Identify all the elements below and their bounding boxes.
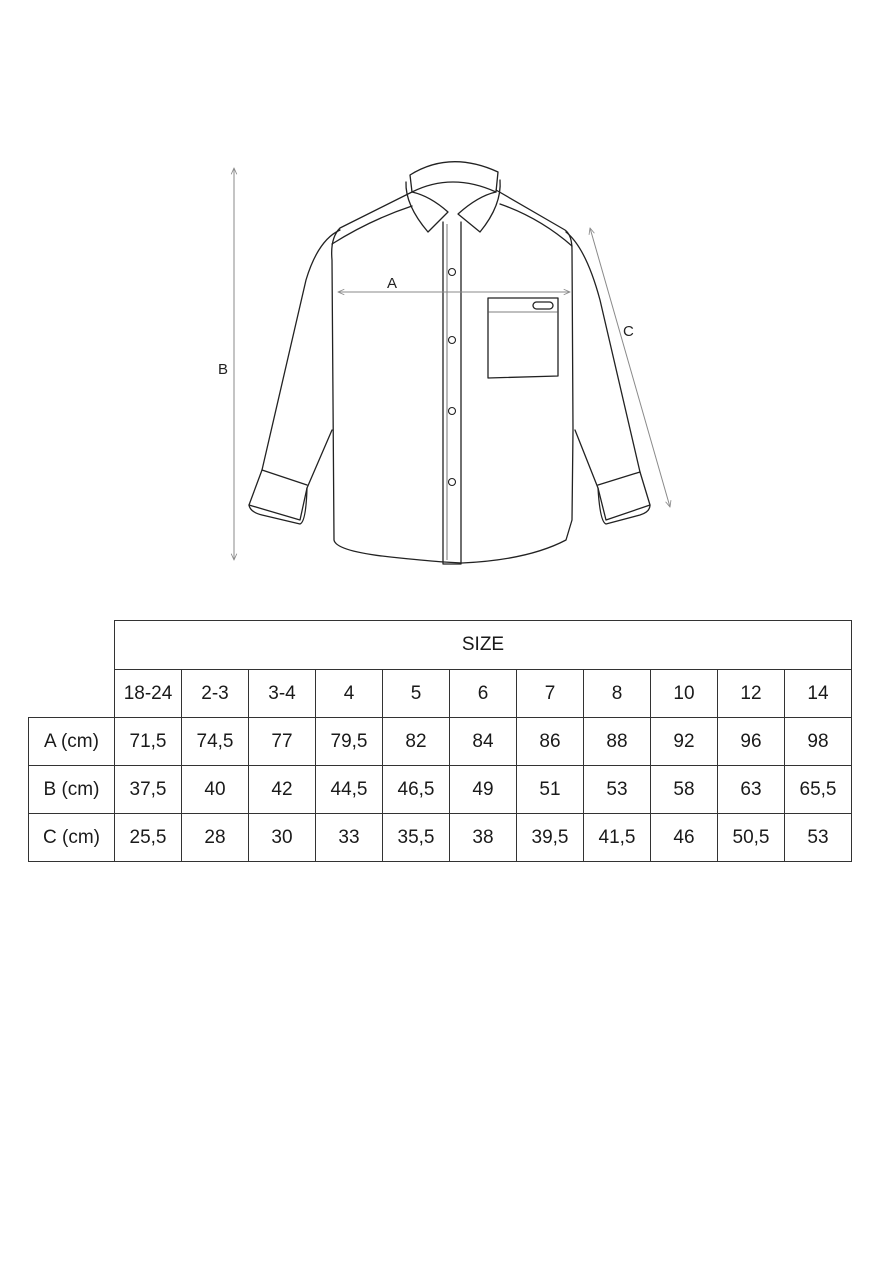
collar-right-point — [458, 180, 500, 232]
table-cell: 74,5 — [182, 718, 249, 766]
table-cell: 44,5 — [316, 766, 383, 814]
table-cell: 53 — [584, 766, 651, 814]
shirt-diagram — [0, 0, 890, 600]
corner-blank-cell — [29, 621, 115, 670]
table-cell: 30 — [249, 814, 316, 862]
size-header-cell: 8 — [584, 670, 651, 718]
size-header-cell: 7 — [517, 670, 584, 718]
table-cell: 92 — [651, 718, 718, 766]
size-header-row — [29, 670, 852, 718]
pocket-label-tab — [533, 302, 553, 309]
left-sleeve — [249, 230, 340, 520]
table-cell: 58 — [651, 766, 718, 814]
table-cell: 96 — [718, 718, 785, 766]
table-cell: 77 — [249, 718, 316, 766]
table-row-b — [29, 766, 852, 814]
table-cell: 71,5 — [115, 718, 182, 766]
table-cell: 79,5 — [316, 718, 383, 766]
table-cell: 63 — [718, 766, 785, 814]
size-header-cell: 12 — [718, 670, 785, 718]
table-cell: 98 — [785, 718, 852, 766]
size-chart-table — [28, 620, 852, 862]
row-label: A (cm) — [29, 718, 115, 766]
chest-pocket — [488, 298, 558, 378]
header-blank-cell — [29, 670, 115, 718]
yoke-right — [500, 204, 572, 246]
table-cell: 42 — [249, 766, 316, 814]
row-label: C (cm) — [29, 814, 115, 862]
table-cell: 46,5 — [383, 766, 450, 814]
table-cell: 33 — [316, 814, 383, 862]
table-cell: 51 — [517, 766, 584, 814]
button-4 — [449, 479, 456, 486]
button-3 — [449, 408, 456, 415]
size-header-cell: 10 — [651, 670, 718, 718]
size-header-cell: 4 — [316, 670, 383, 718]
dimension-label-a: A — [387, 275, 398, 292]
table-cell: 38 — [450, 814, 517, 862]
row-label: B (cm) — [29, 766, 115, 814]
table-cell: 28 — [182, 814, 249, 862]
table-cell: 40 — [182, 766, 249, 814]
table-cell: 39,5 — [517, 814, 584, 862]
left-cuff — [249, 470, 307, 524]
table-cell: 41,5 — [584, 814, 651, 862]
table-cell: 50,5 — [718, 814, 785, 862]
table-cell: 82 — [383, 718, 450, 766]
size-header-cell: 3-4 — [249, 670, 316, 718]
table-cell: 88 — [584, 718, 651, 766]
table-cell: 49 — [450, 766, 517, 814]
collar-band — [410, 162, 498, 192]
table-cell: 25,5 — [115, 814, 182, 862]
size-header-cell: 2-3 — [182, 670, 249, 718]
dimension-label-c: C — [623, 323, 634, 340]
button-1 — [449, 269, 456, 276]
size-header-cell: 18-24 — [115, 670, 182, 718]
table-cell: 84 — [450, 718, 517, 766]
size-header-cell: 6 — [450, 670, 517, 718]
table-cell: 65,5 — [785, 766, 852, 814]
table-cell: 35,5 — [383, 814, 450, 862]
dimension-line-c — [590, 228, 670, 507]
table-row-a — [29, 718, 852, 766]
right-sleeve — [566, 232, 650, 520]
button-2 — [449, 337, 456, 344]
table-cell: 86 — [517, 718, 584, 766]
size-header-cell: 5 — [383, 670, 450, 718]
size-header-cell: 14 — [785, 670, 852, 718]
dimension-label-b: B — [218, 361, 229, 378]
size-title: SIZE — [115, 621, 852, 670]
table-cell: 46 — [651, 814, 718, 862]
size-title-row — [29, 621, 852, 670]
table-cell: 53 — [785, 814, 852, 862]
table-cell: 37,5 — [115, 766, 182, 814]
table-row-c — [29, 814, 852, 862]
